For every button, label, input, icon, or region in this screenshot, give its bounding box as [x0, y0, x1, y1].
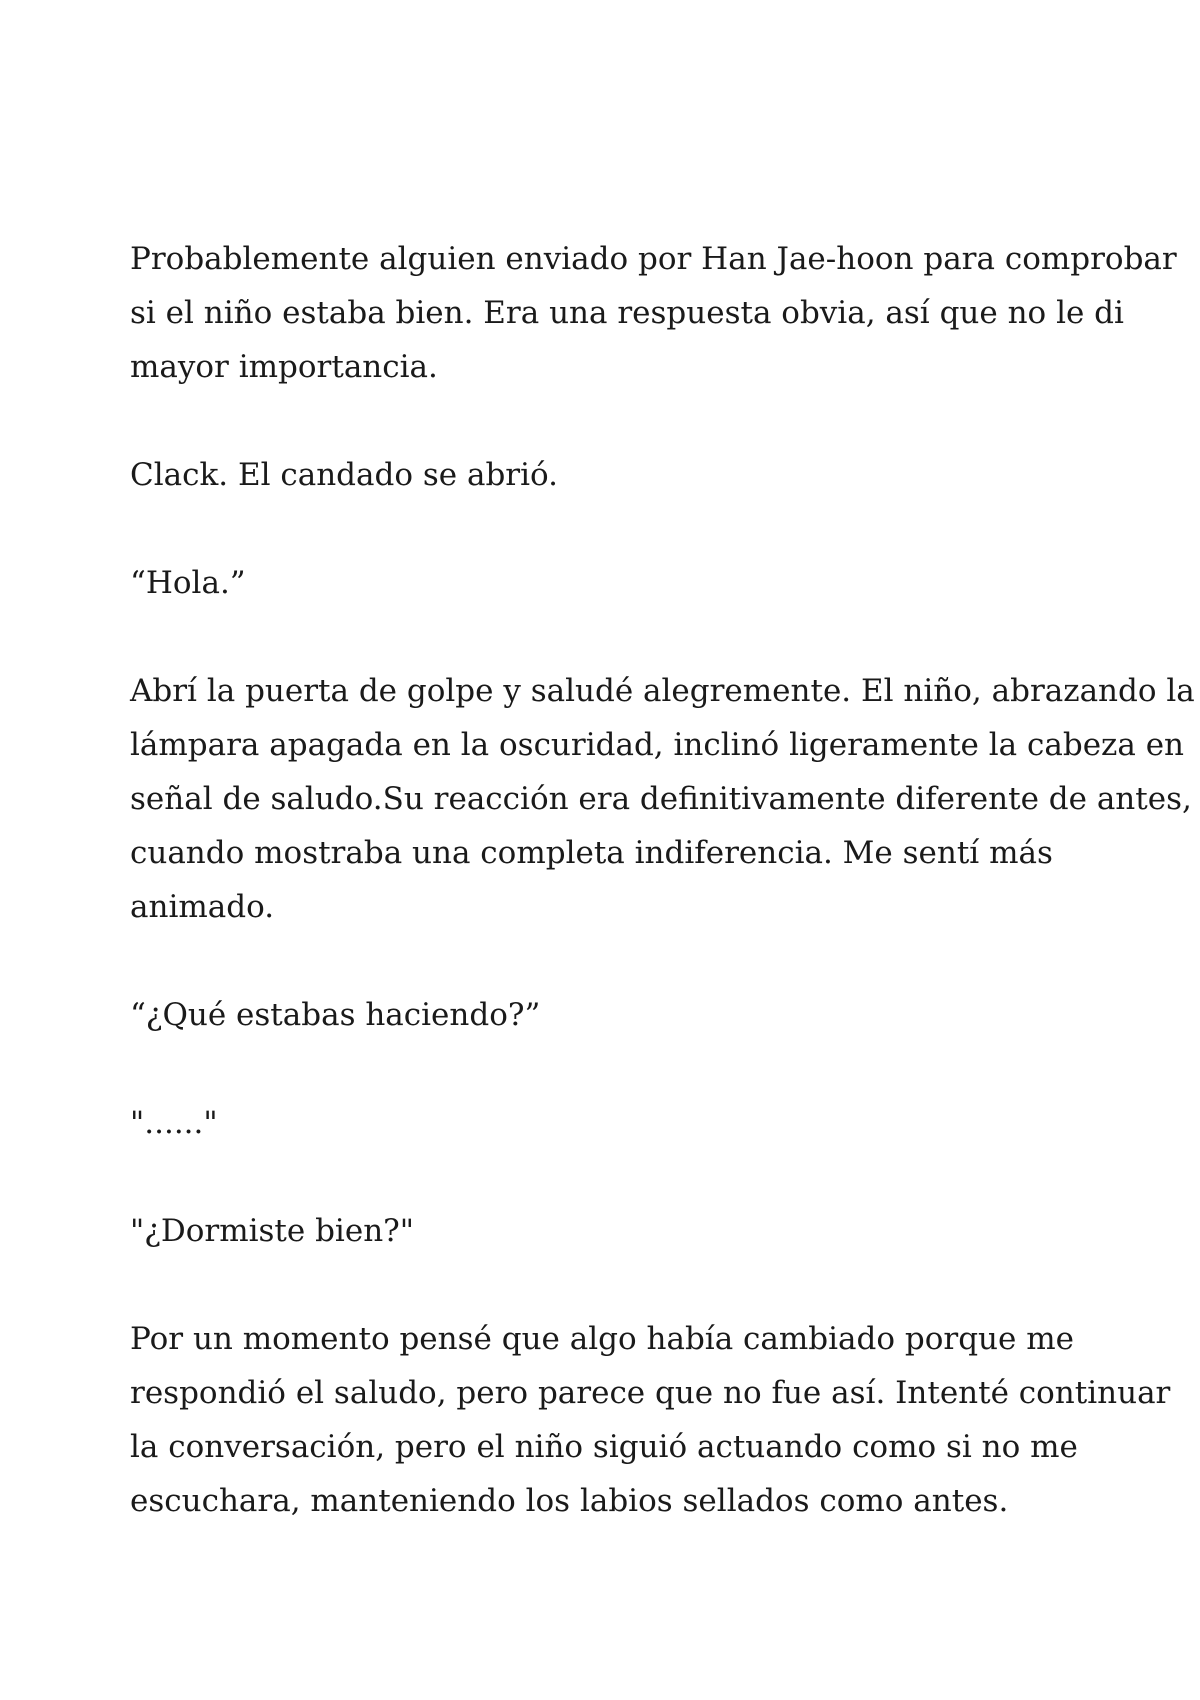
- paragraph-7: [130, 1204, 1090, 1258]
- text-line: Probablemente alguien enviado por Han Jae-hoon para comprobar: [130, 241, 1177, 277]
- text-line: respondió el saludo, pero parece que no fue así. Intenté continuar: [130, 1375, 1171, 1411]
- paragraph-2: [130, 448, 1090, 502]
- text-line: mayor importancia.: [130, 349, 438, 385]
- paragraph-3: [130, 556, 1090, 610]
- text-line: cuando mostraba una completa indiferencia. Me sentí más: [130, 835, 1053, 871]
- text-line: Clack. El candado se abrió.: [130, 457, 559, 493]
- text-line: si el niño estaba bien. Era una respuesta obvia, así que no le di: [130, 295, 1124, 331]
- text-line: señal de saludo.Su reacción era definitivamente diferente de antes,: [130, 781, 1192, 817]
- text-line: Abrí la puerta de golpe y saludé alegremente. El niño, abrazando la: [130, 673, 1195, 709]
- paragraph-1: [130, 232, 1177, 394]
- text-line: Por un momento pensé que algo había cambiado porque me: [130, 1321, 1074, 1357]
- story-text: [130, 232, 1195, 1528]
- text-line: "¿Dormiste bien?": [130, 1213, 415, 1249]
- paragraph-8: [130, 1312, 1171, 1528]
- text-line: "......": [130, 1105, 218, 1141]
- paragraph-4: [130, 664, 1195, 934]
- text-line: “¿Qué estabas haciendo?”: [130, 997, 541, 1033]
- paragraph-6: [130, 1096, 1090, 1150]
- paragraph-5: [130, 988, 1090, 1042]
- text-line: la conversación, pero el niño siguió actuando como si no me: [130, 1429, 1078, 1465]
- text-line: animado.: [130, 889, 275, 925]
- text-line: escuchara, manteniendo los labios sellados como antes.: [130, 1483, 1009, 1519]
- text-line: lámpara apagada en la oscuridad, inclinó ligeramente la cabeza en: [130, 727, 1185, 763]
- text-line: “Hola.”: [130, 565, 246, 601]
